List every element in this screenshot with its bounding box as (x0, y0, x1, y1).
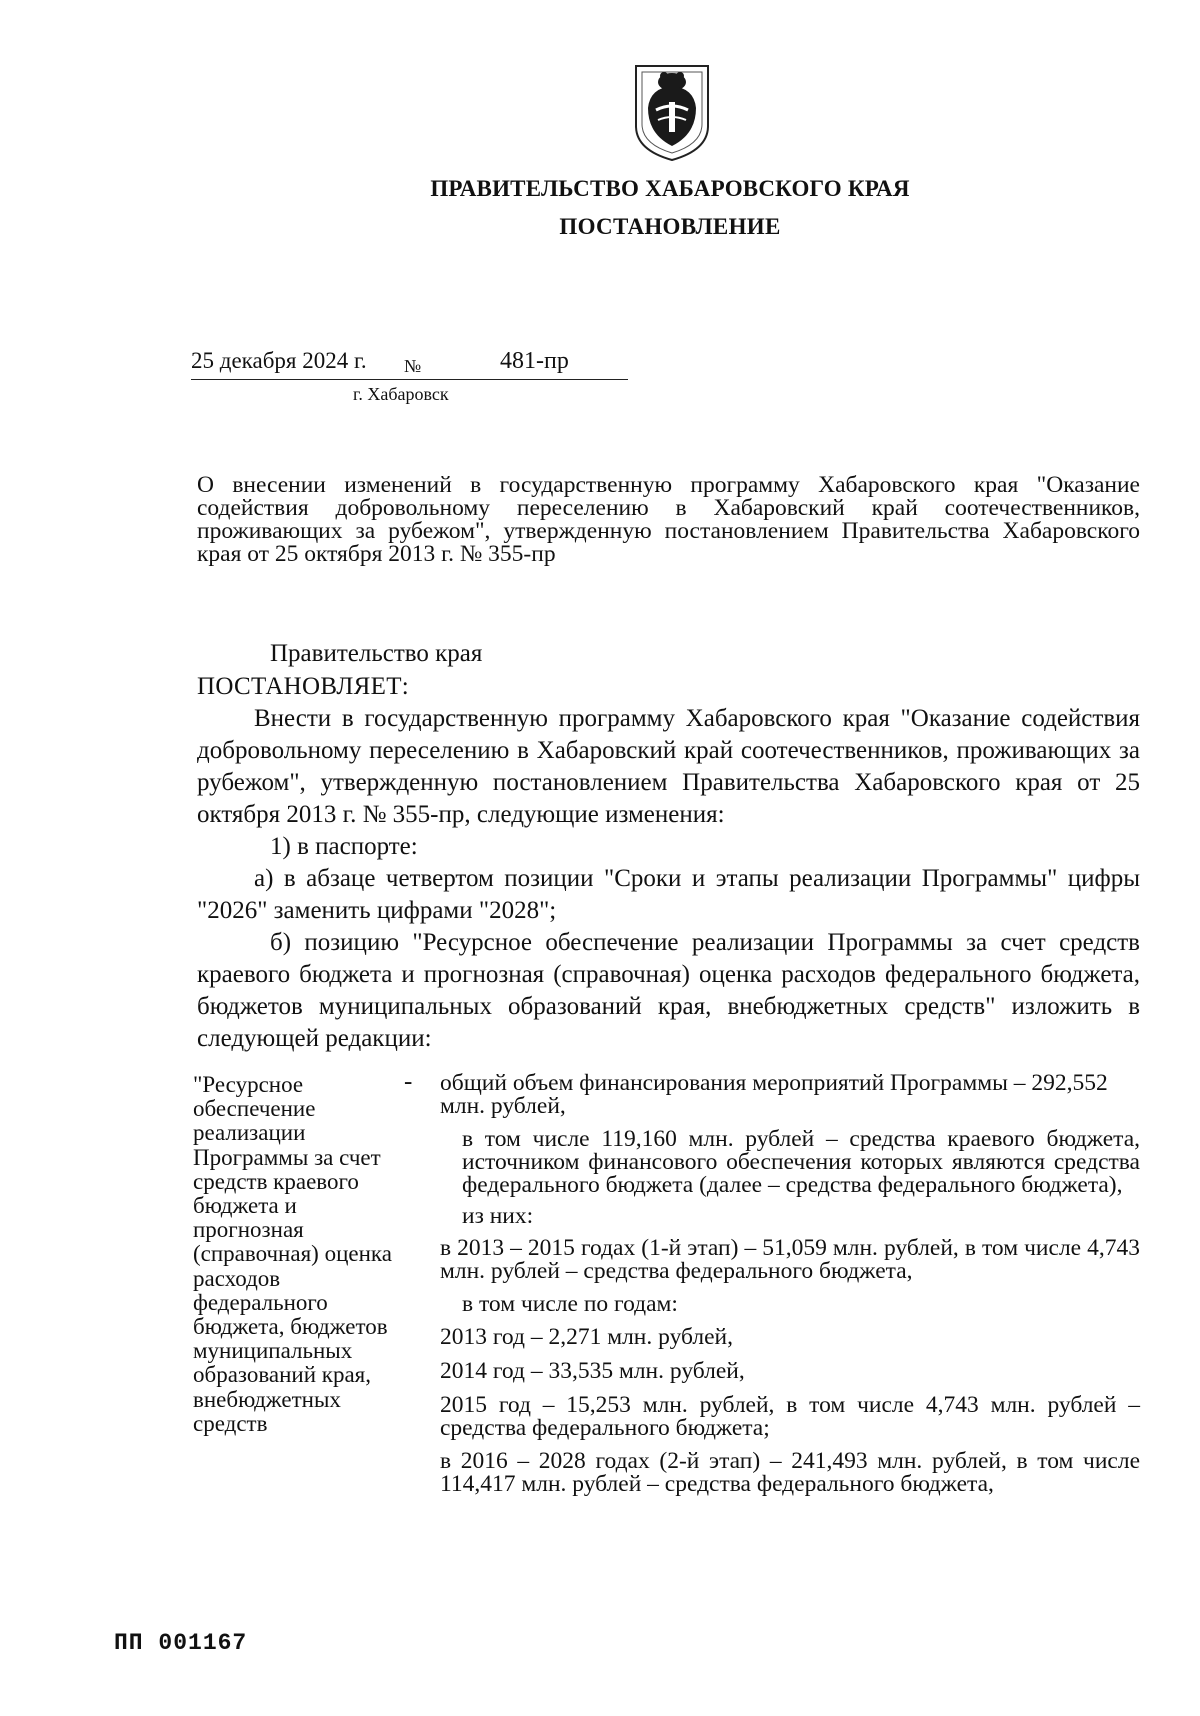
body-paragraph: б) позицию "Ресурсное обеспечение реализации Программы за счет средств краевого бюджета и прогнозная (справочная) оценка расходов федерального бюджета, бюджетов муниципальных образований края, внебюджетных средств" изложить в следующей редакции: (197, 929, 1140, 1052)
table-item: в том числе по годам: (462, 1291, 678, 1317)
table-item: 2013 год – 2,271 млн. рублей, (440, 1324, 733, 1350)
table-item: 2015 год – 15,253 млн. рублей, в том числе 4,743 млн. рублей – средства федерального бюджета; (440, 1392, 1140, 1441)
date-underline (191, 379, 628, 380)
body-paragraph: Внести в государственную программу Хабаровского края "Оказание содействия добровольному переселению в Хабаровский край соотечественников, проживающих за рубежом", утвержденную постановлением Правительства Хабаровского края от 25 октября 2013 г. № 355-пр, следующие изменения: (197, 705, 1140, 828)
number-sign: № (404, 356, 422, 376)
decree-word: ПОСТАНОВЛЯЕТ: (197, 673, 410, 700)
intro-line: Правительство края (270, 640, 483, 667)
table-item: в 2013 – 2015 годах (1-й этап) – 51,059 млн. рублей, в том числе 4,743 млн. рублей – средства федерального бюджета, (440, 1235, 1140, 1284)
body-paragraph: а) в абзаце четвертом позиции "Сроки и этапы реализации Программы" цифры "2026" заменить цифрами "2028"; (197, 865, 1140, 924)
table-left-label: "Ресурсное обеспечение реализации Программы за счет средств краевого бюджета и прогнозная (справочная) оценка расходов федерального бюджета, бюджетов муниципальных образований края, внебюджетных средств (193, 1072, 392, 1436)
coat-of-arms-emblem (632, 62, 712, 162)
table-item: общий объем финансирования мероприятий Программы – 292,552 млн. рублей, (440, 1070, 1108, 1119)
document-number: 481-пр (500, 348, 569, 374)
table-item: 2014 год – 33,535 млн. рублей, (440, 1358, 745, 1384)
document-date: 25 декабря 2024 г. (191, 348, 367, 373)
org-title: ПРАВИТЕЛЬСТВО ХАБАРОВСКОГО КРАЯ (430, 176, 910, 201)
table-item: в 2016 – 2028 годах (2-й этап) – 241,493 млн. рублей, в том числе 114,417 млн. рублей – средства федерального бюджета, (440, 1448, 1140, 1497)
table-item: в том числе 119,160 млн. рублей – средства краевого бюджета, источником финансового обеспечения которых являются средства федерального бюджета (далее – средства федерального бюджета), (462, 1126, 1140, 1198)
document-type: ПОСТАНОВЛЕНИЕ (559, 214, 781, 239)
document-place: г. Хабаровск (353, 384, 449, 404)
table-right-column (440, 1072, 1140, 1496)
document-subject: О внесении изменений в государственную программу Хабаровского края "Оказание содействия добровольному переселению в Хабаровский край соотечественников, проживающих за рубежом", утвержденную постановлением Правительства Хабаровского края от 25 октября 2013 г. № 355-пр (197, 472, 1140, 567)
table-dash: - (404, 1068, 413, 1095)
body-paragraph: 1) в паспорте: (270, 833, 418, 860)
footer-code: ПП 001167 (114, 1630, 248, 1656)
table-item: из них: (462, 1203, 534, 1229)
